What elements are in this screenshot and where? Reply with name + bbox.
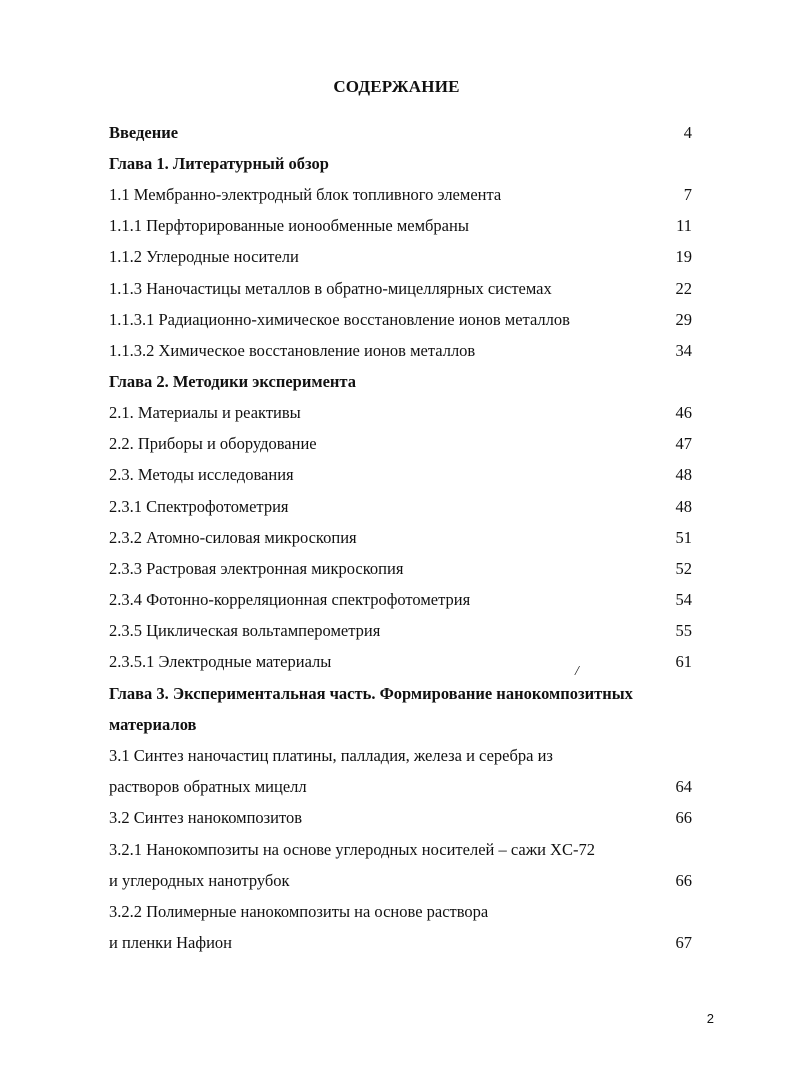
page-number: 2 xyxy=(706,1011,714,1026)
toc-entry-2-2: 2.2. Приборы и оборудование xyxy=(109,434,317,453)
toc-page-2-3: 48 xyxy=(675,465,692,484)
toc-page-2-2: 47 xyxy=(675,434,692,453)
toc-entry-1-1-2: 1.1.2 Углеродные носители xyxy=(109,247,299,266)
toc-page-2-3-3: 52 xyxy=(675,559,692,578)
toc-entry-intro: Введение xyxy=(109,123,179,142)
toc-page-1-1-3-1: 29 xyxy=(675,310,692,329)
toc-page-2-3-4: 54 xyxy=(675,590,692,609)
stray-slash-mark: / xyxy=(575,664,579,679)
toc-entry-2-3: 2.3. Методы исследования xyxy=(109,465,294,484)
toc-chapter-3: Глава 3. Экспериментальная часть. Формирование нанокомпозитных xyxy=(109,684,633,703)
toc-page-3-2: 66 xyxy=(675,808,692,827)
toc-entry-2-1: 2.1. Материалы и реактивы xyxy=(109,403,301,422)
toc-entry-3-2: 3.2 Синтез нанокомпозитов xyxy=(109,808,303,827)
toc-entry-1-1-1: 1.1.1 Перфторированные ионообменные мембраны xyxy=(109,216,469,235)
toc-page-2-3-5: 55 xyxy=(675,621,692,640)
toc-entry-2-3-5-1: 2.3.5.1 Электродные материалы xyxy=(109,652,332,671)
toc-entry-3-1-cont: растворов обратных мицелл xyxy=(109,777,307,796)
toc-entry-3-1: 3.1 Синтез наночастиц платины, палладия, железа и серебра из xyxy=(109,746,553,765)
toc-entry-3-2-1: 3.2.1 Нанокомпозиты на основе углеродных носителей – сажи XC-72 xyxy=(109,840,595,859)
toc-entry-2-3-1: 2.3.1 Спектрофотометрия xyxy=(109,497,289,516)
toc-entry-2-3-5: 2.3.5 Циклическая вольтамперометрия xyxy=(109,621,381,640)
toc-page-1-1: 7 xyxy=(683,185,692,204)
toc-entry-2-3-4: 2.3.4 Фотонно-корреляционная спектрофотометрия xyxy=(109,590,471,609)
toc-entry-1-1-3: 1.1.3 Наночастицы металлов в обратно-мицеллярных системах xyxy=(109,279,552,298)
toc-entry-1-1-3-1: 1.1.3.1 Радиационно-химическое восстановление ионов металлов xyxy=(109,310,570,329)
toc-chapter-3-cont: материалов xyxy=(109,715,197,734)
toc-page-3-2-2: 67 xyxy=(675,933,692,952)
toc-entry-3-2-2-cont: и пленки Нафион xyxy=(109,933,232,952)
toc-page-1-1-1: 11 xyxy=(676,216,692,235)
toc-entry-3-2-1-cont: и углеродных нанотрубок xyxy=(109,871,290,890)
toc-entry-2-3-2: 2.3.2 Атомно-силовая микроскопия xyxy=(109,528,357,547)
page-title: СОДЕРЖАНИЕ xyxy=(333,77,460,96)
toc-page-intro: 4 xyxy=(683,123,692,142)
toc-entry-1-1: 1.1 Мембранно-электродный блок топливного элемента xyxy=(109,185,502,204)
toc-chapter-2: Глава 2. Методики эксперимента xyxy=(109,372,356,391)
toc-entry-3-2-2: 3.2.2 Полимерные нанокомпозиты на основе раствора xyxy=(109,902,489,921)
toc-page-1-1-3-2: 34 xyxy=(675,341,692,360)
toc-chapter-1: Глава 1. Литературный обзор xyxy=(109,154,329,173)
toc-page-1-1-2: 19 xyxy=(675,247,692,266)
toc-page-3-2-1: 66 xyxy=(675,871,692,890)
toc-page-2-1: 46 xyxy=(675,403,692,422)
toc-entry-2-3-3: 2.3.3 Растровая электронная микроскопия xyxy=(109,559,404,578)
toc-page-2-3-1: 48 xyxy=(675,497,692,516)
toc-page-3-1: 64 xyxy=(675,777,692,796)
toc-page-1-1-3: 22 xyxy=(675,279,692,298)
toc-page-2-3-2: 51 xyxy=(675,528,692,547)
toc-page-2-3-5-1: 61 xyxy=(675,652,692,671)
toc-entry-1-1-3-2: 1.1.3.2 Химическое восстановление ионов металлов xyxy=(109,341,476,360)
